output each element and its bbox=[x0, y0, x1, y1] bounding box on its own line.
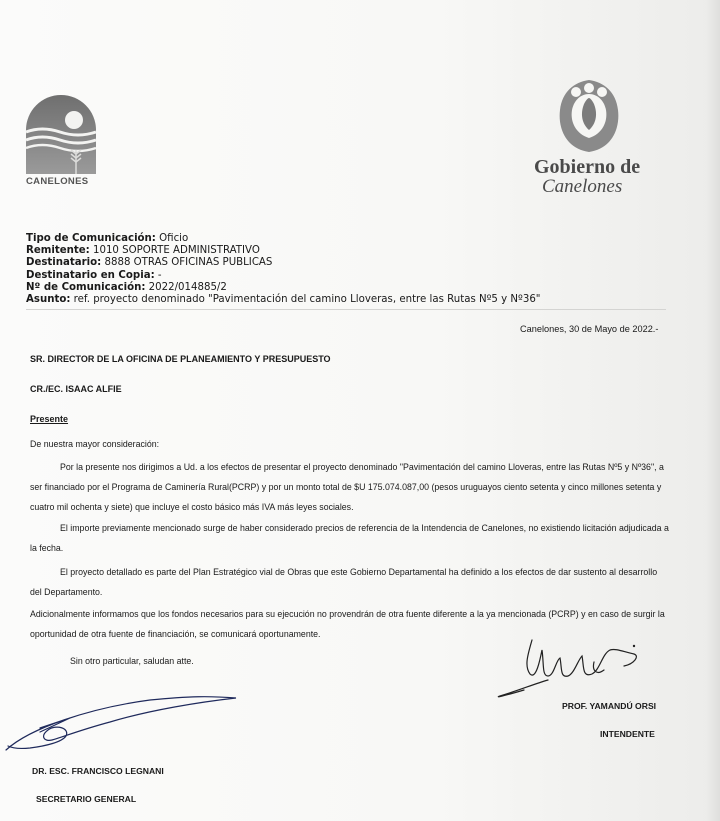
gobierno-subtitle: Canelones bbox=[542, 176, 623, 197]
signature-orsi-icon bbox=[484, 630, 674, 710]
signer-left-title: SECRETARIO GENERAL bbox=[36, 794, 137, 804]
canelones-caption: CANELONES bbox=[26, 176, 89, 187]
recipient-name: CR./EC. ISAAC ALFIE bbox=[30, 384, 122, 394]
signer-right-name: PROF. YAMANDÚ ORSI bbox=[562, 701, 657, 711]
communication-meta bbox=[26, 233, 541, 306]
paragraph-4: Adicionalmente informamos que los fondos necesarios para su ejecución no provendrán de otra fuente diferente a la ya mencionada (PCRP) y en caso de surgir la oportunidad de otra fuente de financiación, se comunicará oportunamente. bbox=[30, 609, 665, 639]
letter-date: Canelones, 30 de Mayo de 2022.- bbox=[520, 324, 659, 334]
closing-line: Sin otro particular, saludan atte. bbox=[70, 656, 194, 666]
meta-row-remitente: Remitente: 1010 SOPORTE ADMINISTRATIVO bbox=[26, 245, 260, 257]
page-edge-shadow bbox=[706, 0, 720, 821]
gobierno-emblem-icon bbox=[554, 78, 624, 153]
meta-row-tipo: Tipo de Comunicación: Oficio bbox=[26, 233, 189, 244]
paragraph-2: El importe previamente mencionado surge de haber considerado precios de referencia de la Intendencia de Canelones, no existiendo licitación adjudicada a la fecha. bbox=[30, 523, 669, 553]
presente-heading: Presente bbox=[30, 414, 69, 424]
canelones-logo bbox=[22, 88, 100, 188]
signature-legnani-icon bbox=[0, 688, 260, 768]
signer-right-title: INTENDENTE bbox=[600, 729, 655, 739]
greeting: De nuestra mayor consideración: bbox=[30, 439, 160, 449]
divider bbox=[26, 309, 666, 310]
canelones-emblem-icon bbox=[22, 88, 100, 174]
paragraph-3: El proyecto detallado es parte del Plan Estratégico vial de Obras que este Gobierno Departamental ha definido a los efectos de dar sustento al desarrollo del Departamento. bbox=[30, 567, 658, 597]
gobierno-title: Gobierno de bbox=[534, 156, 641, 178]
meta-row-asunto: Asunto: ref. proyecto denominado "Pavimentación del camino Lloveras, entre las Rutas Nº5 y Nº36" bbox=[26, 294, 541, 306]
meta-row-copia: Destinatario en Copia: - bbox=[26, 269, 162, 281]
meta-row-numero: Nº de Comunicación: 2022/014885/2 bbox=[26, 281, 227, 293]
paragraph-1: Por la presente nos dirigimos a Ud. a los efectos de presentar el proyecto denominado "Pavimentación del camino Lloveras, entre las Rutas Nº5 y Nº36", a ser financiado por el Programa de Caminería Rural(PCRP) y por un monto total de $U 175.074.087,00 (pesos uruguayos ciento setenta y cinco millones setenta y cuatro mil ochenta y siete) que incluye el costo básico más IVA más leyes sociales. bbox=[30, 462, 664, 512]
signer-left-name: DR. ESC. FRANCISCO LEGNANI bbox=[32, 766, 164, 776]
meta-row-destinatario: Destinatario: 8888 OTRAS OFICINAS PUBLICAS bbox=[26, 257, 273, 269]
recipient-title: SR. DIRECTOR DE LA OFICINA DE PLANEAMIENTO Y PRESUPUESTO bbox=[30, 354, 331, 364]
gobierno-logo bbox=[530, 78, 650, 198]
